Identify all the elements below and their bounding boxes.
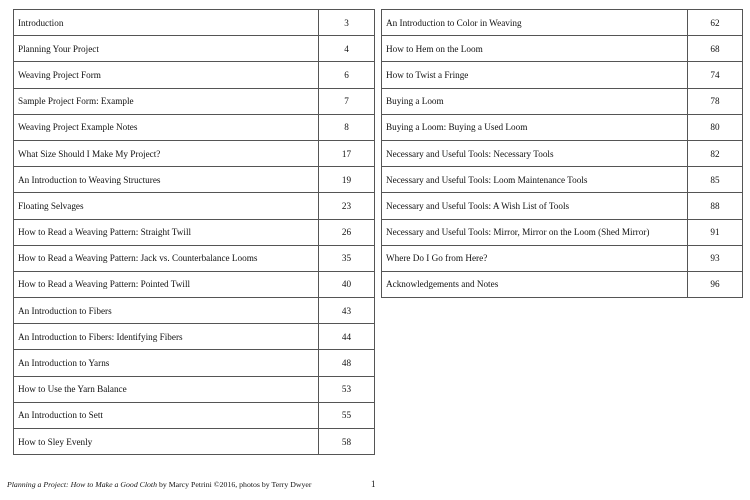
toc-entry-page: 82	[688, 140, 743, 166]
toc-entry	[14, 167, 375, 193]
toc-entry-page: 91	[688, 219, 743, 245]
toc-entry	[14, 245, 375, 271]
toc-entry-title: Buying a Loom	[382, 88, 688, 114]
toc-entry	[14, 350, 375, 376]
toc-entry-page: 88	[688, 193, 743, 219]
toc-entry-title: An Introduction to Weaving Structures	[14, 167, 319, 193]
toc-entry-page: 53	[319, 376, 375, 402]
toc-entry-title: What Size Should I Make My Project?	[14, 140, 319, 166]
toc-entry	[382, 114, 743, 140]
toc-entry	[14, 219, 375, 245]
toc-entry-title: Where Do I Go from Here?	[382, 245, 688, 271]
toc-entry-page: 44	[319, 324, 375, 350]
toc-entry-page: 6	[319, 62, 375, 88]
toc-entry-page: 3	[319, 10, 375, 36]
toc-entry	[382, 36, 743, 62]
toc-entry-page: 23	[319, 193, 375, 219]
footer-credit	[7, 480, 311, 489]
toc-entry-page: 7	[319, 88, 375, 114]
toc-entry-title: Necessary and Useful Tools: Necessary Tools	[382, 140, 688, 166]
toc-entry	[14, 140, 375, 166]
toc-entry	[14, 193, 375, 219]
toc-entry	[14, 10, 375, 36]
toc-entry-page: 48	[319, 350, 375, 376]
toc-entry	[382, 193, 743, 219]
toc-entry	[14, 324, 375, 350]
toc-entry-title: An Introduction to Fibers: Identifying Fibers	[14, 324, 319, 350]
toc-entry-title: How to Read a Weaving Pattern: Jack vs. Counterbalance Looms	[14, 245, 319, 271]
toc-entry	[14, 114, 375, 140]
toc-entry-title: Necessary and Useful Tools: Loom Maintenance Tools	[382, 167, 688, 193]
toc-table-right	[381, 9, 743, 298]
toc-entry-page: 96	[688, 271, 743, 297]
toc-entry-page: 68	[688, 36, 743, 62]
toc-entry-page: 26	[319, 219, 375, 245]
toc-entry-page: 17	[319, 140, 375, 166]
toc-entry-page: 62	[688, 10, 743, 36]
toc-entry-title: How to Twist a Fringe	[382, 62, 688, 88]
footer-book-title: Planning a Project: How to Make a Good Cloth	[7, 480, 157, 489]
toc-entry	[382, 88, 743, 114]
toc-entry	[14, 429, 375, 455]
toc-entry-title: An Introduction to Color in Weaving	[382, 10, 688, 36]
toc-entry	[382, 140, 743, 166]
page-number: 1	[371, 479, 376, 489]
toc-entry	[14, 271, 375, 297]
toc-right-body	[382, 10, 743, 298]
toc-entry-title: How to Use the Yarn Balance	[14, 376, 319, 402]
toc-entry-title: How to Hem on the Loom	[382, 36, 688, 62]
toc-entry-page: 55	[319, 402, 375, 428]
toc-entry	[14, 62, 375, 88]
toc-entry-title: Sample Project Form: Example	[14, 88, 319, 114]
toc-entry-title: Necessary and Useful Tools: A Wish List of Tools	[382, 193, 688, 219]
toc-entry-page: 78	[688, 88, 743, 114]
toc-entry	[14, 88, 375, 114]
toc-entry	[14, 402, 375, 428]
toc-entry-page: 35	[319, 245, 375, 271]
toc-entry-title: An Introduction to Fibers	[14, 298, 319, 324]
toc-left-body	[14, 10, 375, 455]
toc-entry-page: 58	[319, 429, 375, 455]
toc-entry-title: Necessary and Useful Tools: Mirror, Mirror on the Loom (Shed Mirror)	[382, 219, 688, 245]
toc-entry-page: 8	[319, 114, 375, 140]
toc-entry	[14, 376, 375, 402]
toc-entry-page: 19	[319, 167, 375, 193]
toc-table-left	[13, 9, 375, 455]
toc-entry-title: Buying a Loom: Buying a Used Loom	[382, 114, 688, 140]
toc-entry-title: How to Read a Weaving Pattern: Pointed Twill	[14, 271, 319, 297]
toc-entry	[382, 245, 743, 271]
toc-entry-page: 4	[319, 36, 375, 62]
toc-entry-title: An Introduction to Yarns	[14, 350, 319, 376]
toc-entry	[14, 298, 375, 324]
toc-entry-page: 40	[319, 271, 375, 297]
toc-entry	[382, 167, 743, 193]
toc-entry-page: 43	[319, 298, 375, 324]
toc-entry	[382, 62, 743, 88]
toc-entry-page: 74	[688, 62, 743, 88]
toc-entry-title: Floating Selvages	[14, 193, 319, 219]
toc-entry-page: 80	[688, 114, 743, 140]
toc-entry	[382, 219, 743, 245]
toc-entry-title: Weaving Project Form	[14, 62, 319, 88]
toc-entry-title: How to Sley Evenly	[14, 429, 319, 455]
toc-entry	[14, 36, 375, 62]
toc-entry-title: Introduction	[14, 10, 319, 36]
footer-credit-text: by Marcy Petrini ©2016, photos by Terry Dwyer	[157, 480, 312, 489]
toc-entry	[382, 10, 743, 36]
toc-entry-title: Weaving Project Example Notes	[14, 114, 319, 140]
toc-entry-page: 93	[688, 245, 743, 271]
toc-entry-title: Acknowledgements and Notes	[382, 271, 688, 297]
toc-entry-title: An Introduction to Sett	[14, 402, 319, 428]
toc-entry-title: How to Read a Weaving Pattern: Straight Twill	[14, 219, 319, 245]
toc-entry	[382, 271, 743, 297]
toc-entry-page: 85	[688, 167, 743, 193]
toc-entry-title: Planning Your Project	[14, 36, 319, 62]
